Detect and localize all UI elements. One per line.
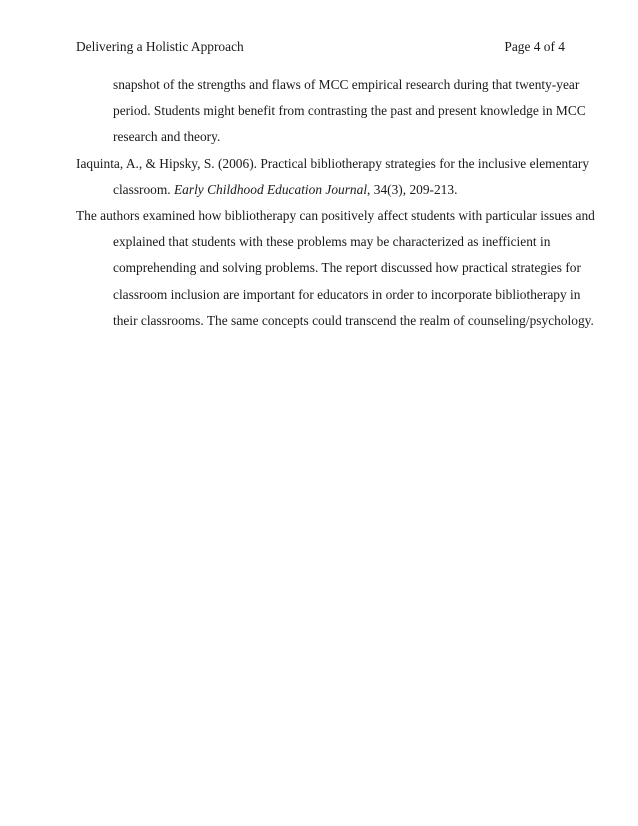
- reference-citation-line-2: [76, 177, 566, 203]
- continuation-line: snapshot of the strengths and flaws of MCC empirical research during that twenty-year: [113, 77, 580, 92]
- journal-title: Early Childhood Education Journal: [174, 181, 368, 197]
- page-number: Page 4 of 4: [504, 39, 565, 54]
- continuation-line: period. Students might benefit from contrasting the past and present knowledge in MCC: [113, 103, 586, 119]
- header-title: Delivering a Holistic Approach: [76, 39, 244, 54]
- body-text: [76, 72, 595, 334]
- annotation-line: comprehending and solving problems. The report discussed how practical strategies for: [113, 260, 581, 276]
- continuation-line: research and theory.: [113, 129, 221, 145]
- reference-citation-line-1: Iaquinta, A., & Hipsky, S. (2006). Practical bibliotherapy strategies for the inclusive elementary: [76, 155, 590, 171]
- citation-details: , 34(3), 209-213.: [367, 181, 458, 197]
- annotation-line: explained that students with these problems may be characterized as inefficient in: [113, 234, 551, 250]
- annotation-line: classroom inclusion are important for educators in order to incorporate bibliotherapy in: [113, 286, 581, 302]
- citation-text: classroom.: [113, 181, 174, 197]
- annotation-line: their classrooms. The same concepts could transcend the realm of counseling/psychology.: [113, 312, 594, 328]
- annotation-first-line: The authors examined how bibliotherapy can positively affect students with particular issues and: [76, 207, 595, 223]
